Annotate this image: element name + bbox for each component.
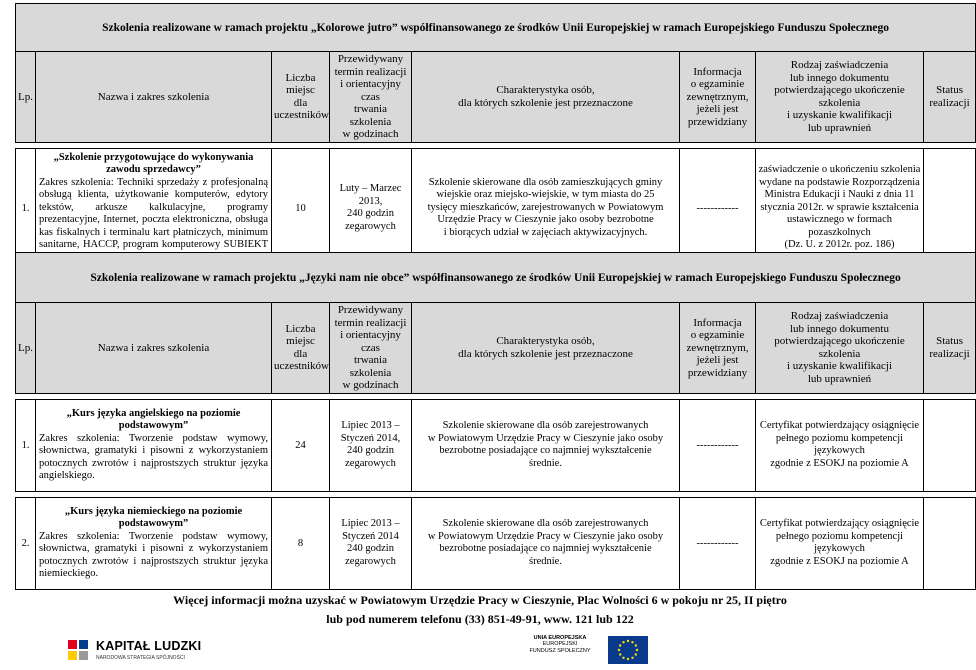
eu-logo-text: UNIA EUROPEJSKA EUROPEJSKI FUNDUSZ SPOŁECZNY [529,635,591,654]
header-name: Nazwa i zakres szkolenia [36,52,272,143]
row-certificate: Certyfikat potwierdzający osiągnięcie pełnego poziomu kompetencji językowych zgodnie z ESOKJ na poziomie A [756,399,924,491]
column-header-row [16,303,976,394]
row-characteristics: Szkolenie skierowane dla osób zarejestrowanych w Powiatowym Urzędzie Pracy w Cieszynie jako osoby bezrobotne posiadające co najmniej wykształcenie średnie. [412,399,680,491]
course-scope: Zakres szkolenia: Tworzenie podstaw wymowy, słownictwa, gramatyki i pisowni z wykorzystaniem potocznych zwrotów i najprostszych struktur języka angielskiego. [39,432,268,481]
row-term: Lipiec 2013 – Styczeń 2014, 240 godzin zegarowych [330,399,412,491]
header-exam: Informacja o egzaminie zewnętrznym, jeżeli jest przewidziany [680,52,756,143]
header-characteristics: Charakterystyka osób, dla których szkolenie jest przeznaczone [412,303,680,394]
course-scope: Zakres szkolenia: Techniki sprzedaży z profesjonalną obsługą klienta, użytkowanie komputerów, edytory tekstów, arkusze kalkulacyjne, programy prezentacyjne, Internet, poczta elektroniczna, obsługa kas fiskalnych i terminalu kart płatniczych, minimum sanitarne, HACCP, program komputerowy SUBIEKT [39,176,268,251]
header-term: Przewidywany termin realizacji i orientacyjny czas trwania szkolenia w godzinach [330,303,412,394]
footer-info-line: Więcej informacji można uzyskać w Powiatowym Urzędzie Pracy w Cieszynie, Plac Wolności 6 w pokoju nr 25, II piętro [173,593,787,607]
row-count: 10 [272,148,330,268]
row-characteristics: Szkolenie skierowane dla osób zamieszkujących gminy wiejskie oraz miejsko-wiejskie, w tym miasta do 25 tysięcy mieszkańców, zarejestrowanych w Powiatowym Urzędzie Pracy w Cieszynie jako osoby bezrobotne i biorących udział w zajęciach aktywizacyjnych. [412,148,680,268]
project-title: Szkolenia realizowane w ramach projektu „Języki nam nie obce” współfinansowanego ze środków Unii Europejskiej w ramach Europejskiego Funduszu Społecznego [16,253,976,303]
row-status [924,497,976,589]
eu-esf-logo [516,633,676,667]
row-certificate: Certyfikat potwierdzający osiągnięcie pełnego poziomu kompetencji językowych zgodnie z ESOKJ na poziomie A [756,497,924,589]
header-status: Status realizacji [924,52,976,143]
header-exam: Informacja o egzaminie zewnętrznym, jeżeli jest przewidziany [680,303,756,394]
column-header-row [16,52,976,143]
table-row [16,399,976,491]
course-title: „Kurs języka angielskiego na poziomie podstawowym” [66,407,241,431]
header-certificate: Rodzaj zaświadczenia lub innego dokumentu potwierdzającego ukończenie szkolenia i uzyskanie kwalifikacji lub uprawnień [756,303,924,394]
project-title: Szkolenia realizowane w ramach projektu „Kolorowe jutro” współfinansowanego ze środków Unii Europejskiej w ramach Europejskiego Funduszu Społecznego [16,4,976,52]
row-name [36,399,272,491]
footer-phone-line: lub pod numerem telefonu (33) 851-49-91, www. 121 lub 122 [326,612,634,626]
table-row [16,148,976,268]
kapital-ludzki-logo [68,638,298,666]
header-characteristics: Charakterystyka osób, dla których szkolenie jest przeznaczone [412,52,680,143]
header-status: Status realizacji [924,303,976,394]
project-table-2 [15,252,976,590]
row-lp: 1. [16,399,36,491]
eu-flag-icon [608,636,648,664]
project-table-1 [15,3,976,269]
header-lp: Lp. [16,52,36,143]
row-lp: 2. [16,497,36,589]
row-exam: ------------ [680,497,756,589]
row-characteristics: Szkolenie skierowane dla osób zarejestrowanych w Powiatowym Urzędzie Pracy w Cieszynie jako osoby bezrobotne posiadające co najmniej wykształcenie średnie. [412,497,680,589]
row-count: 24 [272,399,330,491]
row-certificate: zaświadczenie o ukończeniu szkolenia wydane na podstawie Rozporządzenia Ministra Edukacji i Nauki z dnia 11 stycznia 2012r. w sprawie kształcenia ustawicznego w formach pozaszkolnych (Dz. U. z 2012r. poz. 186) [756,148,924,268]
course-title: „Szkolenie przygotowujące do wykonywania zawodu sprzedawcy” [53,151,254,176]
row-term: Luty – Marzec 2013, 240 godzin zegarowych [330,148,412,268]
header-certificate: Rodzaj zaświadczenia lub innego dokumentu potwierdzającego ukończenie szkolenia i uzyskanie kwalifikacji lub uprawnień [756,52,924,143]
row-name [36,497,272,589]
row-name [36,148,272,268]
header-term: Przewidywany termin realizacji i orientacyjny czas trwania szkolenia w godzinach [330,52,412,143]
header-name: Nazwa i zakres szkolenia [36,303,272,394]
kapital-ludzki-subtitle: NARODOWA STRATEGIA SPÓJNOŚCI [96,655,185,661]
row-lp: 1. [16,148,36,268]
kapital-ludzki-icon [68,640,90,662]
header-lp: Lp. [16,303,36,394]
course-title: „Kurs języka niemieckiego na poziomie podstawowym” [64,505,243,529]
header-count: Liczba miejsc dla uczestników [272,303,330,394]
header-count: Liczba miejsc dla uczestników [272,52,330,143]
course-scope: Zakres szkolenia: Tworzenie podstaw wymowy, słownictwa, gramatyki i pisowni z wykorzystaniem potocznych zwrotów i najprostszych struktur języka niemieckiego. [39,530,268,579]
row-count: 8 [272,497,330,589]
row-status [924,148,976,268]
kapital-ludzki-name: KAPITAŁ LUDZKI [96,639,202,653]
row-term: Lipiec 2013 – Styczeń 2014 240 godzin zegarowych [330,497,412,589]
row-exam: ------------ [680,148,756,268]
row-exam: ------------ [680,399,756,491]
table-row [16,497,976,589]
row-status [924,399,976,491]
